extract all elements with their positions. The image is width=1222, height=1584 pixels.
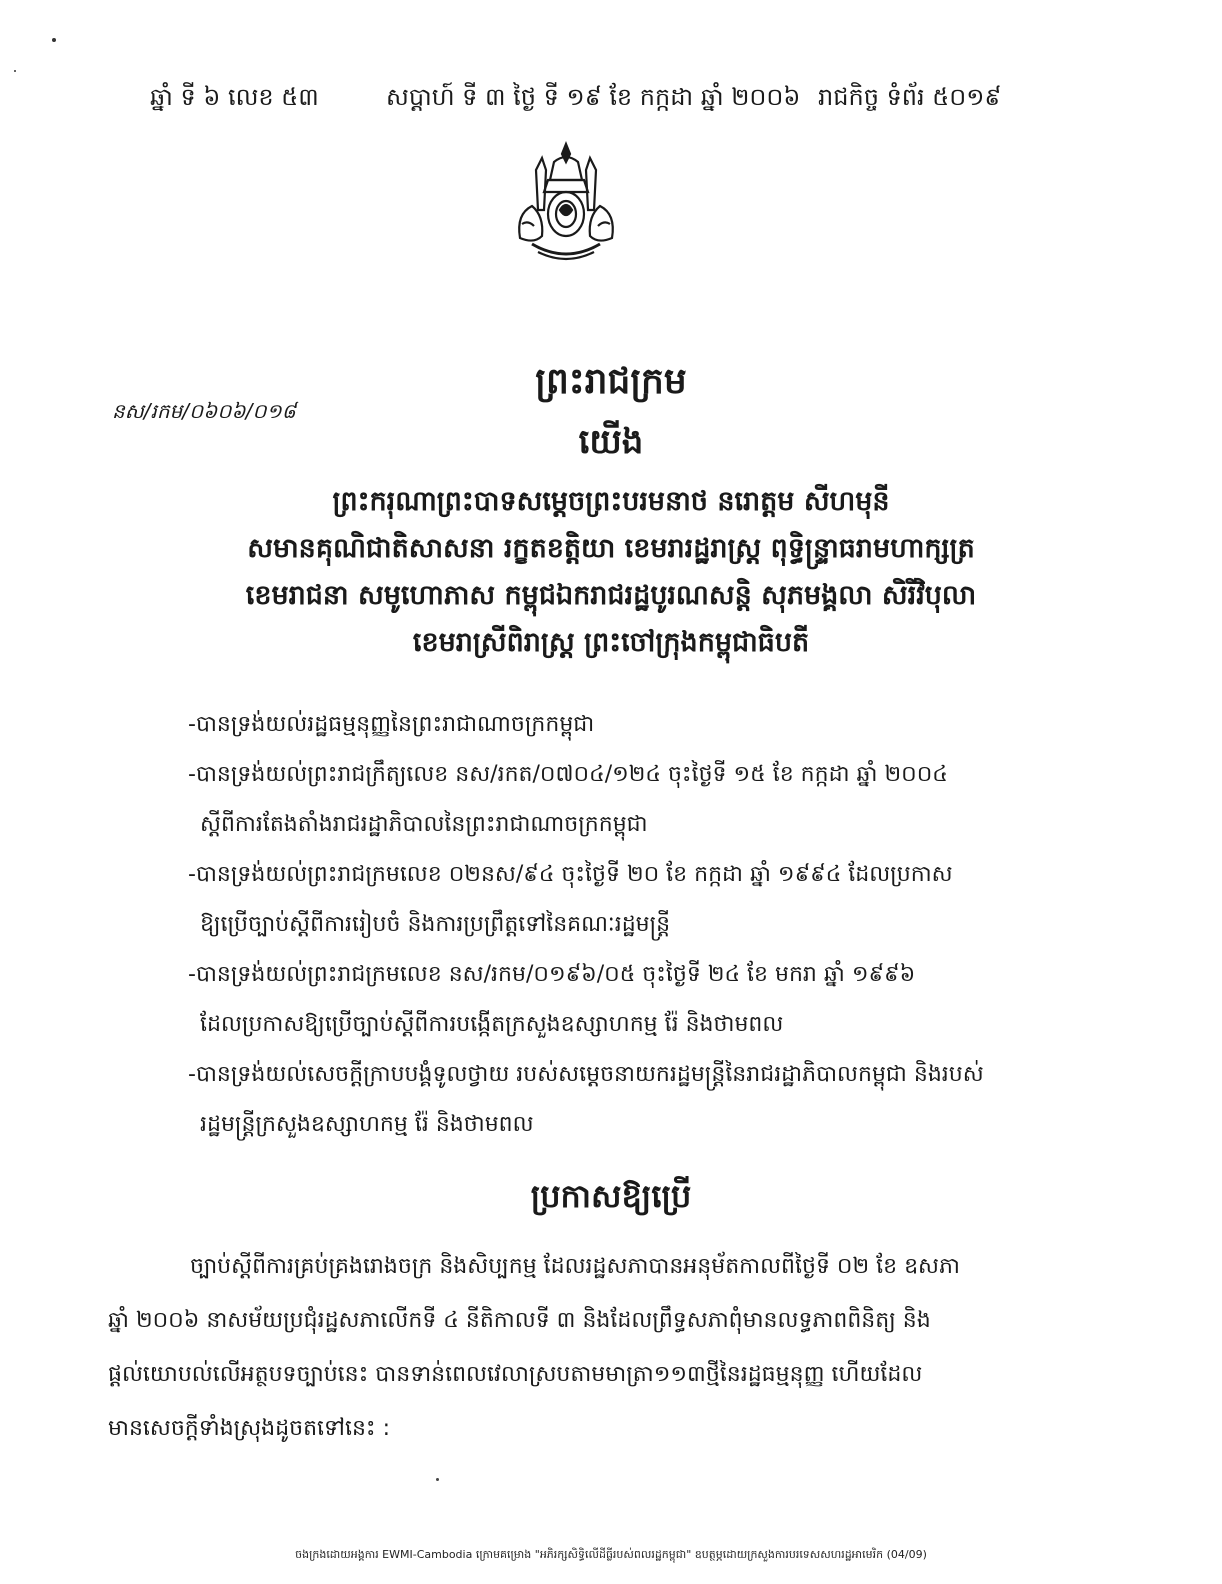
promulgate-heading: ប្រកាសឱ្យប្រើ bbox=[530, 1177, 692, 1215]
page-header bbox=[150, 82, 1010, 122]
consideration-continuation: ស្តីពីការតែងតាំងរាជរដ្ឋាភិបាលនៃព្រះរាជាណាចក្រកម្ពុជា bbox=[200, 812, 648, 837]
header-page: រាជកិច្ច ទំព័រ ៥០១៩ bbox=[818, 83, 1002, 111]
page-footer: ចងក្រងដោយអង្គការ EWMI-Cambodia ក្រោមគម្រោង "អភិរក្សសិទ្ធិលើដីធ្លីរបស់ពលរដ្ឋកម្ពុជា" ឧបត្ថម្ភដោយក្រសួងការបរទេសសហរដ្ឋអាមេរិក (04/09) bbox=[295, 1548, 927, 1561]
consideration-line: -បានទ្រង់យល់ព្រះរាជក្រមលេខ ០២នស/៩៤ ចុះថ្ងៃទី ២០ ខែ កក្កដា ឆ្នាំ ១៩៩៤ ដែលប្រកាស bbox=[188, 862, 953, 887]
consideration-continuation: ដែលប្រកាសឱ្យប្រើច្បាប់ស្តីពីការបង្កើតក្រសួងឧស្សាហកម្ម រ៉ែ និងថាមពល bbox=[200, 1012, 784, 1037]
royal-title-line: សមានគុណិជាតិសាសនា រក្ខតខត្តិយា ខេមរារដ្ឋរាស្ត្រ ពុទ្ធិន្ទ្រាធរាមហាក្សត្រ bbox=[247, 533, 975, 564]
consideration-continuation: ឱ្យប្រើច្បាប់ស្តីពីការរៀបចំ និងការប្រព្រឹត្តទៅនៃគណៈរដ្ឋមន្ត្រី bbox=[200, 912, 671, 937]
consideration-line: -បានទ្រង់យល់រដ្ឋធម្មនុញ្ញនៃព្រះរាជាណាចក្រកម្ពុជា bbox=[188, 712, 595, 737]
document-type-title: ព្រះរាជក្រម bbox=[535, 361, 687, 402]
royal-title-line: ខេមរាជនា សមូហោភាស កម្ពុជឯករាជរដ្ឋបូរណសន្តិ សុភមង្គលា សិរីវិបុលា bbox=[245, 580, 977, 611]
consideration-line: -បានទ្រង់យល់សេចក្តីក្រាបបង្គំទូលថ្វាយ របស់សម្តេចនាយករដ្ឋមន្ត្រីនៃរាជរដ្ឋាភិបាលកម្ពុជា និងរបស់ bbox=[188, 1062, 984, 1087]
consideration-line: -បានទ្រង់យល់ព្រះរាជក្រឹត្យលេខ នស/រកត/០៧០៤/១២៤ ចុះថ្ងៃទី ១៥ ខែ កក្កដា ឆ្នាំ ២០០៤ bbox=[188, 762, 948, 787]
royal-title-line: ខេមរាស្រីពិរាស្ត្រ ព្រះចៅក្រុងកម្ពុជាធិបតី bbox=[412, 627, 810, 658]
consideration-item bbox=[188, 750, 1028, 850]
scan-speck bbox=[14, 70, 16, 72]
royal-title-line: ព្រះករុណាព្រះបាទសម្តេចព្រះបរមនាថ នរោត្តម សីហមុនី bbox=[332, 486, 890, 517]
scan-speck bbox=[52, 38, 56, 42]
reference-number: នស/រកម/០៦០៦/០១៨ bbox=[112, 399, 296, 423]
consideration-item bbox=[188, 1050, 1028, 1150]
header-date: សប្តាហ៍ ទី ៣ ថ្ងៃ ទី ១៩ ខែ កក្កដា ឆ្នាំ ២០០៦ bbox=[386, 83, 801, 111]
body-line: ឆ្នាំ ២០០៦ នាសម័យប្រជុំរដ្ឋសភាលើកទី ៤ នីតិកាលទី ៣ និងដែលព្រឹទ្ធសភាពុំមានលទ្ធភាពពិនិត្យ និង bbox=[108, 1308, 931, 1333]
we-heading: យើង bbox=[578, 422, 644, 462]
body-paragraph bbox=[108, 1240, 1026, 1456]
consideration-item bbox=[188, 700, 1028, 750]
body-line: មានសេចក្តីទាំងស្រុងដូចតទៅនេះ : bbox=[108, 1416, 390, 1441]
body-line: ច្បាប់ស្តីពីការគ្រប់គ្រងរោងចក្រ និងសិប្បកម្ម ដែលរដ្ឋសភាបានអនុម័តកាលពីថ្ងៃទី ០២ ខែ ឧសភា bbox=[190, 1254, 960, 1279]
considerations-list bbox=[188, 700, 1028, 1150]
royal-coat-of-arms-icon bbox=[508, 140, 624, 266]
header-volume: ឆ្នាំ ទី ៦ លេខ ៥៣ bbox=[150, 83, 319, 111]
body-line: ផ្តល់យោបល់លើអត្ថបទច្បាប់នេះ បានទាន់ពេលវេលាស្របតាមមាត្រា១១៣ថ្មីនៃរដ្ឋធម្មនុញ្ញ ហើយដែល bbox=[108, 1362, 923, 1387]
consideration-line: -បានទ្រង់យល់ព្រះរាជក្រមលេខ នស/រកម/០១៩៦/០៥ ចុះថ្ងៃទី ២៤ ខែ មករា ឆ្នាំ ១៩៩៦ bbox=[188, 962, 916, 987]
scan-speck bbox=[436, 1478, 439, 1481]
consideration-item bbox=[188, 850, 1028, 950]
royal-titles bbox=[130, 478, 1092, 666]
consideration-item bbox=[188, 950, 1028, 1050]
consideration-continuation: រដ្ឋមន្ត្រីក្រសួងឧស្សាហកម្ម រ៉ែ និងថាមពល bbox=[200, 1112, 534, 1137]
